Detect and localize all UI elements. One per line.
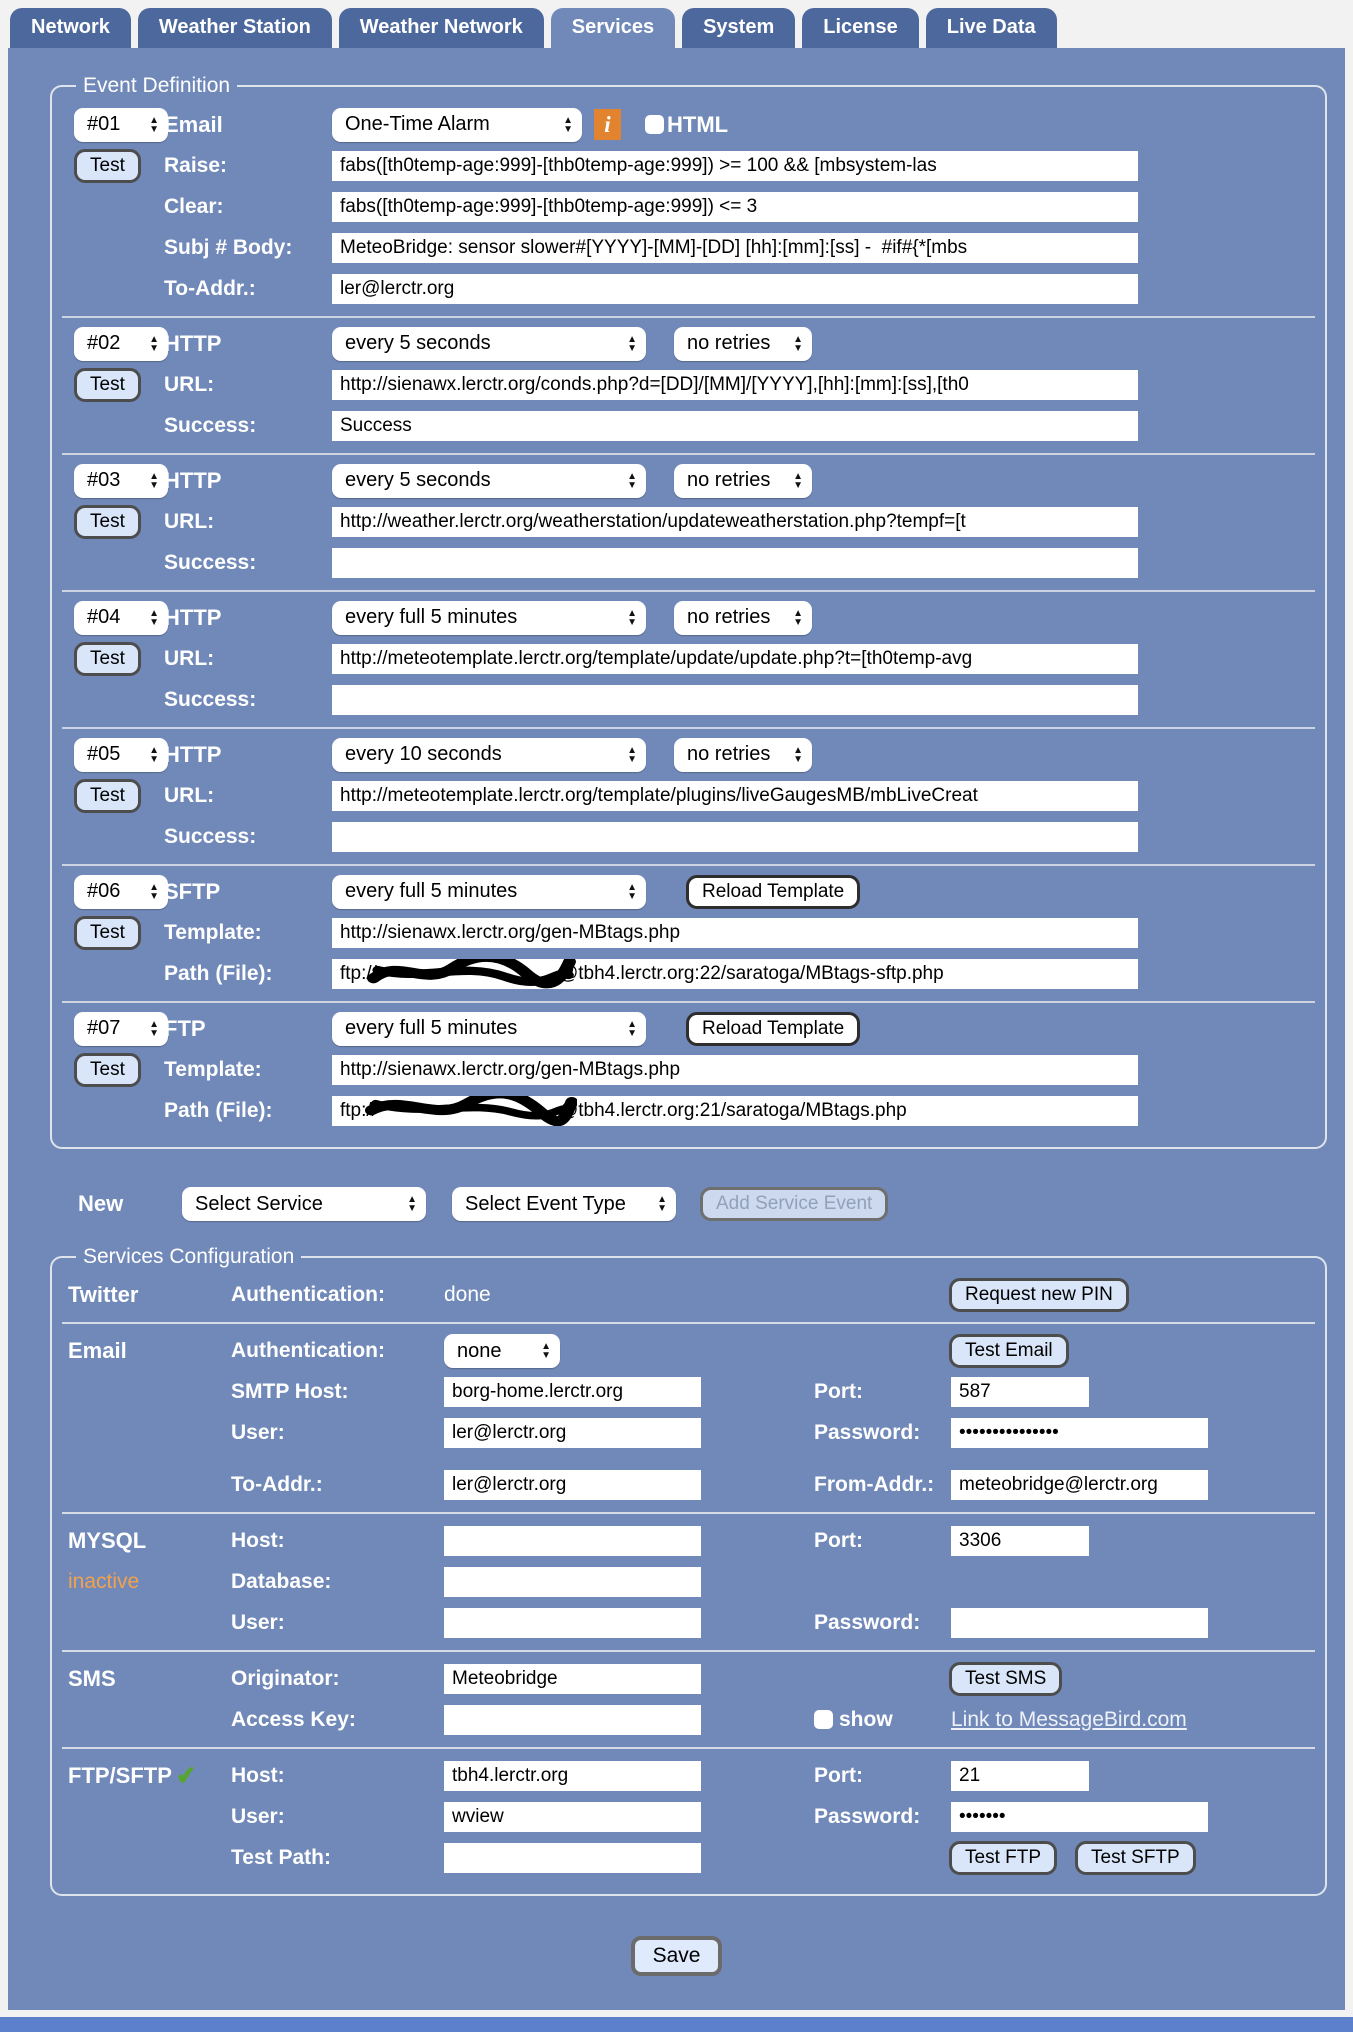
select-arrows-icon (149, 746, 159, 764)
event-number-select[interactable] (74, 464, 168, 498)
test-ftp-button[interactable]: Test FTP (949, 1841, 1057, 1875)
ftp-user-row: User: wview Password: ••••••• (68, 1798, 1309, 1836)
url-input[interactable] (332, 781, 1138, 811)
template-input[interactable] (332, 918, 1138, 948)
event-block-03 (68, 462, 1309, 581)
select-arrows-icon (627, 1020, 637, 1038)
event-number-value: #07 (87, 1017, 121, 1039)
tab-live-data[interactable]: Live Data (926, 8, 1057, 48)
field-label: Success: (164, 687, 257, 711)
ftp-test-path-row: Test Path: Test FTP Test SFTP (68, 1839, 1309, 1877)
tab-bar (0, 0, 1353, 48)
event-number-select[interactable] (74, 601, 168, 635)
info-button[interactable]: i (594, 109, 621, 140)
html-checkbox-label: HTML (667, 111, 729, 137)
field-label: URL: (164, 509, 215, 533)
request-new-pin-button[interactable]: Request new PIN (949, 1278, 1129, 1312)
clear-input[interactable] (332, 192, 1138, 222)
event-type-label: HTTP (164, 330, 222, 356)
test-button[interactable]: Test (74, 916, 141, 950)
event-divider (62, 864, 1315, 866)
new-label: New (78, 1191, 124, 1216)
select-arrows-icon (627, 746, 637, 764)
field-label: Success: (164, 824, 257, 848)
event-definition-legend: Event Definition (83, 74, 231, 97)
select-arrows-icon (793, 746, 803, 764)
event-block-04 (68, 599, 1309, 718)
email-label: Email (68, 1338, 127, 1363)
retries-select[interactable]: no retries ▲ ▼ (674, 738, 812, 772)
mysql-status-badge: inactive (68, 1570, 140, 1593)
messagebird-link[interactable]: Link to MessageBird.com (951, 1708, 1187, 1731)
show-checkbox-label: show (839, 1707, 893, 1731)
field-label: Success: (164, 550, 257, 574)
test-button[interactable]: Test (74, 1053, 141, 1087)
services-page-panel (8, 48, 1345, 2010)
field-label: URL: (164, 646, 215, 670)
event-definition-fieldset (50, 74, 1327, 1149)
redaction-scribble-icon (377, 1098, 559, 1124)
sms-originator-row: SMS Originator: Meteobridge Test SMS (68, 1660, 1309, 1698)
event-block-01 (68, 106, 1309, 307)
event-divider (62, 1001, 1315, 1003)
tab-license[interactable]: License (802, 8, 918, 48)
event-type-label: HTTP (164, 467, 222, 493)
show-checkbox[interactable] (814, 1710, 833, 1729)
select-arrows-icon (793, 335, 803, 353)
retries-select[interactable]: no retries ▲ ▼ (674, 601, 812, 635)
event-number-select[interactable] (74, 1012, 168, 1046)
select-arrows-icon (407, 1195, 417, 1213)
event-number-value: #02 (87, 332, 121, 354)
raise-input[interactable] (332, 151, 1138, 181)
event-block-05 (68, 736, 1309, 855)
ftp-user-input[interactable] (444, 1802, 701, 1832)
event-divider (62, 590, 1315, 592)
event-number-value: #05 (87, 743, 121, 765)
ftp-test-path-input[interactable] (444, 1843, 701, 1873)
select-event-type-dropdown[interactable]: Select Event Type ▲ ▼ (452, 1187, 676, 1221)
event-block-02 (68, 325, 1309, 444)
select-arrows-icon (627, 609, 637, 627)
auth-label: Authentication: (231, 1283, 385, 1307)
section-divider (62, 1650, 1315, 1652)
select-arrows-icon (541, 1342, 551, 1360)
select-arrows-icon (149, 883, 159, 901)
event-type-label: FTP (164, 1015, 206, 1041)
services-configuration-fieldset (50, 1245, 1327, 1896)
section-divider (62, 1512, 1315, 1514)
ftp-password-input[interactable] (951, 1802, 1208, 1832)
sms-originator-input[interactable] (444, 1664, 701, 1694)
reload-template-button[interactable]: Reload Template (686, 1012, 860, 1046)
retries-select[interactable]: no retries ▲ ▼ (674, 327, 812, 361)
section-divider (62, 1747, 1315, 1749)
test-sms-button[interactable]: Test SMS (949, 1662, 1062, 1696)
success-input[interactable] (332, 685, 1138, 715)
test-email-button[interactable]: Test Email (949, 1334, 1069, 1368)
event-number-select[interactable] (74, 875, 168, 909)
field-label: URL: (164, 372, 215, 396)
twitter-label: Twitter (68, 1282, 139, 1307)
test-sftp-button[interactable]: Test SFTP (1075, 1841, 1196, 1875)
select-service-dropdown[interactable]: Select Service ▲ ▼ (182, 1187, 426, 1221)
mysql-database-input[interactable] (444, 1567, 701, 1597)
event-block-06 (68, 873, 1309, 992)
mysql-user-row: User: Password: (68, 1604, 1309, 1642)
field-label: Success: (164, 413, 257, 437)
test-button[interactable]: Test (74, 505, 141, 539)
mysql-password-input[interactable] (951, 1608, 1208, 1638)
event-divider (62, 453, 1315, 455)
event-number-select[interactable] (74, 327, 168, 361)
event-schedule-select[interactable]: every full 5 minutes ▲ ▼ (332, 1012, 646, 1046)
save-row (8, 1936, 1345, 1976)
select-arrows-icon (149, 335, 159, 353)
event-type-label: Email (164, 111, 223, 137)
event-number-value: #01 (87, 113, 121, 135)
auth-label: Authentication: (231, 1339, 385, 1363)
success-input[interactable] (332, 411, 1138, 441)
path-file-field[interactable]: ftp:// @tbh4.lerctr.org:22/saratoga/MBtags-sftp.php (332, 959, 1138, 989)
field-label: URL: (164, 783, 215, 807)
event-block-07 (68, 1010, 1309, 1129)
event-divider (62, 316, 1315, 318)
event-schedule-select[interactable]: every full 5 minutes ▲ ▼ (332, 601, 646, 635)
email-toaddr-row: To-Addr.: ler@lerctr.org From-Addr.: meteobridge@lerctr.org (68, 1466, 1309, 1504)
mysql-user-input[interactable] (444, 1608, 701, 1638)
mysql-host-row: MYSQL Host: Port: 3306 (68, 1522, 1309, 1560)
email-smtp-row: SMTP Host: borg-home.lerctr.org Port: 587 (68, 1373, 1309, 1411)
field-label: Path (File): (164, 961, 273, 985)
event-schedule-select[interactable]: every 5 seconds ▲ ▼ (332, 327, 646, 361)
select-arrows-icon (793, 609, 803, 627)
mysql-host-input[interactable] (444, 1526, 701, 1556)
email-password-input[interactable] (951, 1418, 1208, 1448)
select-arrows-icon (149, 472, 159, 490)
sms-access-key-row: Access Key: show Link to MessageBird.com (68, 1701, 1309, 1739)
select-arrows-icon (657, 1195, 667, 1213)
redaction-scribble-icon (377, 961, 559, 987)
url-input[interactable] (332, 644, 1138, 674)
sms-label: SMS (68, 1666, 116, 1691)
twitter-row (68, 1276, 1309, 1314)
email-auth-select[interactable]: none ▲ ▼ (444, 1334, 560, 1368)
url-input[interactable] (332, 370, 1138, 400)
select-arrows-icon (149, 1020, 159, 1038)
event-divider (62, 727, 1315, 729)
new-service-event-row (78, 1187, 1327, 1221)
tab-services[interactable]: Services (551, 8, 675, 48)
tab-network[interactable]: Network (10, 8, 131, 48)
select-arrows-icon (793, 472, 803, 490)
select-arrows-icon (627, 472, 637, 490)
sms-access-key-input[interactable] (444, 1705, 701, 1735)
ftp-port-input[interactable] (951, 1761, 1089, 1791)
event-number-value: #03 (87, 469, 121, 491)
to-addr-input[interactable] (332, 274, 1138, 304)
auth-status: done (444, 1283, 491, 1306)
add-service-event-button[interactable]: Add Service Event (700, 1187, 888, 1221)
success-input[interactable] (332, 822, 1138, 852)
html-checkbox[interactable] (645, 115, 664, 134)
field-label: To-Addr.: (164, 276, 256, 300)
event-number-value: #04 (87, 606, 121, 628)
event-schedule-select[interactable]: every full 5 minutes ▲ ▼ (332, 875, 646, 909)
event-type-label: HTTP (164, 741, 222, 767)
path-file-field[interactable]: ftp:// @tbh4.lerctr.org:21/saratoga/MBtags.php (332, 1096, 1138, 1126)
tab-system[interactable]: System (682, 8, 795, 48)
field-label: Template: (164, 920, 262, 944)
field-label: Clear: (164, 194, 224, 218)
select-arrows-icon (149, 609, 159, 627)
email-user-row: User: ler@lerctr.org Password: ••••••••••••••• (68, 1414, 1309, 1452)
email-from-addr-input[interactable] (951, 1470, 1208, 1500)
event-number-select[interactable] (74, 738, 168, 772)
select-arrows-icon (627, 335, 637, 353)
url-input[interactable] (332, 507, 1138, 537)
subject-body-input[interactable] (332, 233, 1138, 263)
event-type-label: HTTP (164, 604, 222, 630)
email-to-addr-input[interactable] (444, 1470, 701, 1500)
field-label: Path (File): (164, 1098, 273, 1122)
section-divider (62, 1322, 1315, 1324)
ftp-host-input[interactable] (444, 1761, 701, 1791)
event-number-select[interactable] (74, 108, 168, 142)
event-schedule-select[interactable]: every 5 seconds ▲ ▼ (332, 464, 646, 498)
field-label: Raise: (164, 153, 228, 177)
footer-bar (0, 2017, 1353, 2032)
select-arrows-icon (627, 883, 637, 901)
email-auth-row (68, 1332, 1309, 1370)
mysql-label: MYSQL (68, 1528, 147, 1553)
test-button[interactable]: Test (74, 779, 141, 813)
ftp-sftp-label: FTP/SFTP (68, 1763, 172, 1788)
select-arrows-icon (149, 116, 159, 134)
field-label: Template: (164, 1057, 262, 1081)
tab-weather-network[interactable]: Weather Network (339, 8, 544, 48)
email-user-input[interactable] (444, 1418, 701, 1448)
tab-weather-station[interactable]: Weather Station (138, 8, 332, 48)
event-schedule-select[interactable]: One-Time Alarm ▲ ▼ (332, 108, 582, 142)
template-input[interactable] (332, 1055, 1138, 1085)
event-schedule-select[interactable]: every 10 seconds ▲ ▼ (332, 738, 646, 772)
save-button[interactable]: Save (631, 1936, 723, 1976)
mysql-database-row: inactive Database: (68, 1563, 1309, 1601)
test-button[interactable]: Test (74, 149, 141, 183)
reload-template-button[interactable]: Reload Template (686, 875, 860, 909)
field-label: Subj # Body: (164, 235, 293, 259)
test-button[interactable]: Test (74, 368, 141, 402)
mysql-port-input[interactable] (951, 1526, 1089, 1556)
success-input[interactable] (332, 548, 1138, 578)
smtp-port-input[interactable] (951, 1377, 1089, 1407)
event-type-label: SFTP (164, 878, 221, 904)
select-arrows-icon (563, 116, 573, 134)
services-configuration-legend: Services Configuration (83, 1245, 295, 1268)
retries-select[interactable]: no retries ▲ ▼ (674, 464, 812, 498)
test-button[interactable]: Test (74, 642, 141, 676)
verified-check-icon: ✔ (174, 1760, 199, 1792)
ftp-host-row: FTP/SFTP ✔ Host: tbh4.lerctr.org Port: 21 (68, 1757, 1309, 1795)
smtp-host-input[interactable] (444, 1377, 701, 1407)
event-number-value: #06 (87, 880, 121, 902)
